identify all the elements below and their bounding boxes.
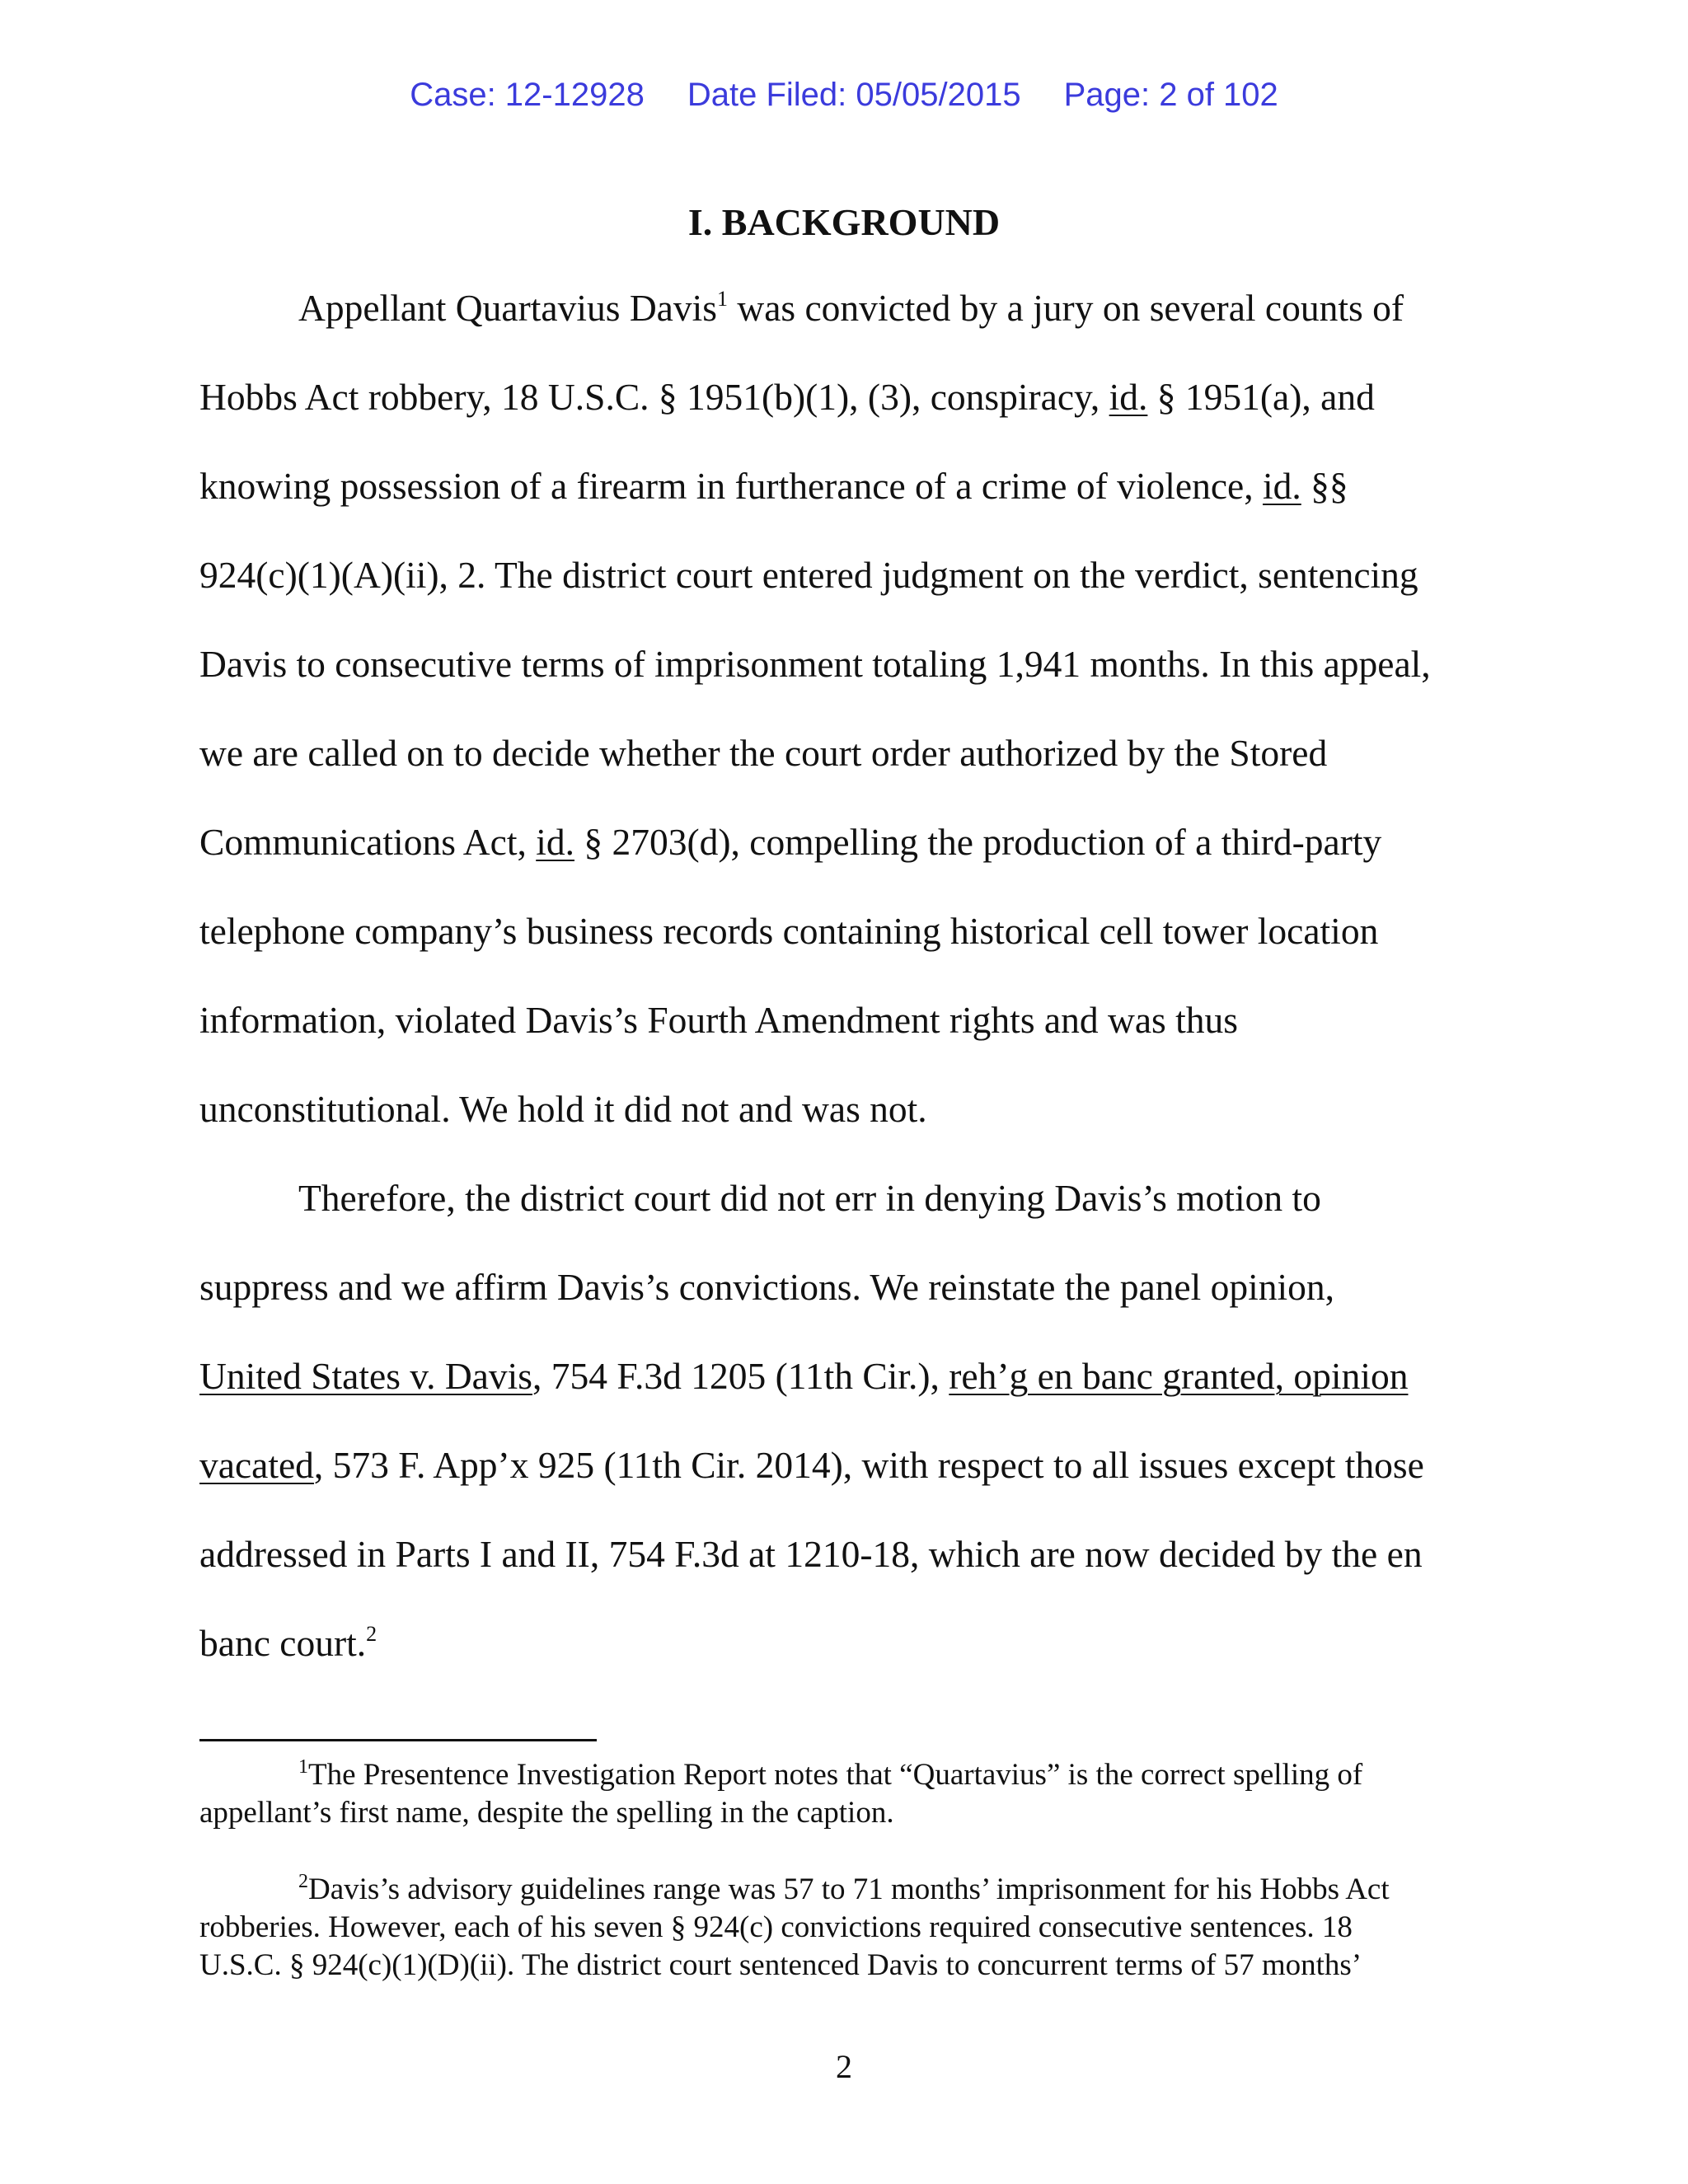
citation-id: id. — [1109, 376, 1148, 418]
text-span: § 2703(d), compelling the production of a third-party — [574, 821, 1382, 863]
footnote-line — [199, 1871, 1502, 1909]
footnote-ref-2[interactable]: 2 — [366, 1622, 377, 1646]
text-line — [199, 798, 1485, 887]
text-span: banc court. — [199, 1622, 367, 1664]
text-line: unconstitutional. We hold it did not and was not. — [199, 1088, 927, 1130]
footnote-1 — [199, 1756, 1502, 1832]
section-heading: I. BACKGROUND — [687, 201, 1001, 243]
text-line — [199, 353, 1485, 442]
text-span: , 573 F. App’x 925 (11th Cir. 2014), with respect to all issues except those — [313, 1444, 1424, 1486]
text-line: Therefore, the district court did not err in denying Davis’s motion to — [298, 1177, 1321, 1219]
footnote-mark: 1 — [298, 1756, 308, 1778]
footnote-line — [199, 1756, 1502, 1794]
text-line — [199, 1421, 1485, 1510]
text-span: The Presentence Investigation Report notes that “Quartavius” is the correct spelling of — [308, 1758, 1363, 1792]
text-span: Davis’s advisory guidelines range was 57 to 71 months’ imprisonment for his Hobbs Act — [308, 1872, 1390, 1906]
page-count: Page: 2 of 102 — [1063, 77, 1278, 113]
footnote-line: robberies. However, each of his seven § 924(c) convictions required consecutive sentences. 18 — [199, 1910, 1353, 1944]
text-line — [199, 264, 1485, 353]
text-span: knowing possession of a firearm in furtherance of a crime of violence, — [199, 465, 1263, 507]
footnote-ref-1[interactable]: 1 — [716, 287, 728, 311]
text-line: suppress and we affirm Davis’s convictions. We reinstate the panel opinion, — [199, 1266, 1335, 1308]
date-filed: Date Filed: 05/05/2015 — [687, 77, 1021, 113]
citation-id: id. — [1262, 465, 1301, 507]
citation-id: id. — [536, 821, 574, 863]
case-citation: United States v. Davis — [199, 1355, 532, 1397]
subsequent-history: reh’g en banc granted, opinion — [949, 1355, 1409, 1397]
text-line: we are called on to decide whether the court order authorized by the Stored — [199, 732, 1328, 774]
text-line — [199, 1599, 1485, 1688]
text-line: addressed in Parts I and II, 754 F.3d at 1210-18, which are now decided by the en — [199, 1533, 1423, 1575]
paragraph-holding — [199, 1154, 1485, 1688]
text-line — [199, 442, 1485, 531]
text-span: § 1951(a), and — [1147, 376, 1375, 418]
paragraph-background — [199, 264, 1485, 1154]
text-line — [199, 1332, 1485, 1421]
text-line: telephone company’s business records containing historical cell tower location — [199, 910, 1379, 952]
text-span: , 754 F.3d 1205 (11th Cir.), — [532, 1355, 950, 1397]
text-span: §§ — [1301, 465, 1348, 507]
subsequent-history: vacated — [199, 1444, 314, 1486]
footnote-mark: 2 — [298, 1871, 308, 1892]
case-number: Case: 12-12928 — [410, 77, 645, 113]
text-line: Davis to consecutive terms of imprisonment totaling 1,941 months. In this appeal, — [199, 643, 1431, 685]
footnote-2 — [199, 1871, 1502, 1985]
ecf-header — [0, 77, 1688, 114]
text-line: information, violated Davis’s Fourth Amendment rights and was thus — [199, 999, 1238, 1041]
text-span: Appellant Quartavius Davis — [298, 287, 717, 329]
footnote-line: appellant’s first name, despite the spelling in the caption. — [199, 1796, 894, 1830]
footnote-divider — [199, 1739, 597, 1741]
text-span: was convicted by a jury on several counts of — [727, 287, 1404, 329]
page-number: 2 — [836, 2048, 852, 2085]
footnote-line: U.S.C. § 924(c)(1)(D)(ii). The district court sentenced Davis to concurrent terms of 57 months’ — [199, 1948, 1362, 1982]
text-span: Communications Act, — [199, 821, 537, 863]
text-line: 924(c)(1)(A)(ii), 2. The district court entered judgment on the verdict, sentencing — [199, 554, 1418, 596]
text-span: Hobbs Act robbery, 18 U.S.C. § 1951(b)(1), (3), conspiracy, — [199, 376, 1109, 418]
